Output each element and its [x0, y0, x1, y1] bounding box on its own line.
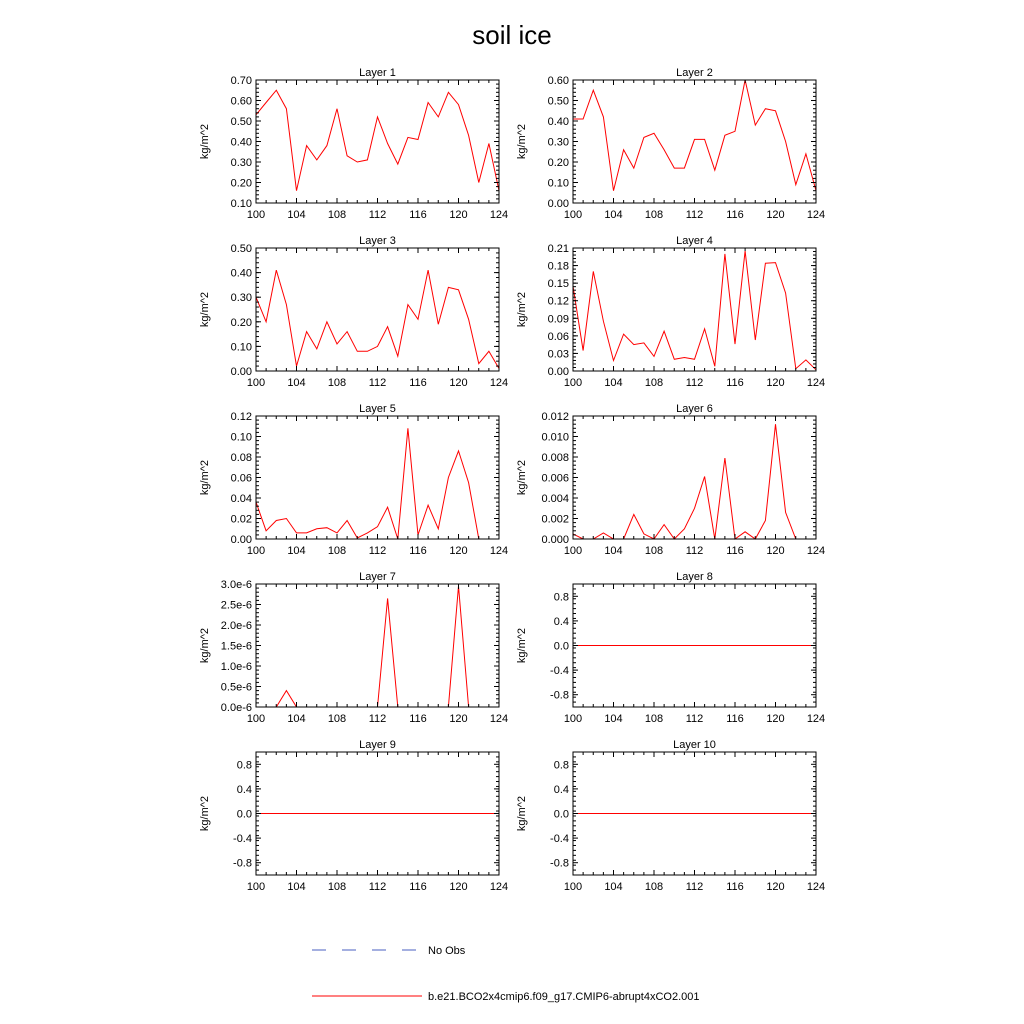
x-tick-label-layer-7: 116 [409, 713, 427, 725]
x-tick-label-layer-6: 108 [644, 545, 664, 557]
y-tick-label-layer-7: 0.5e-6 [220, 681, 252, 694]
x-tick-label-layer-6: 104 [604, 545, 623, 557]
series-line-layer-5 [256, 428, 499, 539]
y-tick-label-layer-5: 0.08 [230, 452, 252, 464]
y-tick-label-layer-7: 1.5e-6 [220, 640, 252, 653]
x-tick-label-layer-10: 120 [766, 881, 785, 893]
panel-layer-7 [199, 571, 508, 725]
y-tick-label-layer-4: 0.09 [547, 313, 569, 326]
y-tick-label-layer-9: 0.4 [236, 783, 252, 796]
x-tick-label-layer-9: 116 [409, 881, 427, 893]
x-tick-label-layer-3: 104 [287, 377, 306, 389]
y-tick-label-layer-10: 0.0 [553, 808, 569, 821]
x-tick-label-layer-3: 112 [368, 377, 387, 389]
x-tick-label-layer-8: 104 [604, 713, 623, 725]
x-tick-label-layer-8: 108 [644, 713, 664, 725]
y-tick-label-layer-8: -0.4 [550, 665, 569, 678]
y-tick-label-layer-9: 0.0 [236, 808, 252, 821]
y-tick-label-layer-1: 0.40 [230, 136, 252, 149]
x-tick-label-layer-2: 112 [685, 209, 704, 221]
y-tick-label-layer-7: 0.0e-6 [220, 702, 252, 714]
x-tick-label-layer-2: 120 [766, 209, 785, 221]
y-tick-label-layer-10: -0.4 [550, 833, 569, 846]
y-tick-label-layer-5: 0.00 [230, 534, 252, 546]
x-tick-label-layer-1: 116 [409, 209, 427, 221]
y-tick-label-layer-1: 0.20 [230, 177, 252, 190]
y-tick-label-layer-1: 0.10 [230, 198, 252, 210]
panel-layer-3 [199, 235, 508, 389]
x-tick-label-layer-10: 104 [604, 881, 623, 893]
panel-title-layer-5: Layer 5 [359, 403, 396, 415]
panel-title-layer-3: Layer 3 [359, 235, 396, 247]
y-tick-label-layer-10: 0.4 [553, 783, 569, 796]
y-tick-label-layer-6: 0.002 [541, 513, 569, 526]
x-tick-label-layer-10: 100 [563, 881, 583, 893]
series-line-layer-2 [573, 80, 816, 191]
y-tick-label-layer-4: 0.21 [547, 243, 569, 255]
x-tick-label-layer-2: 100 [563, 209, 583, 221]
x-tick-label-layer-6: 116 [726, 545, 744, 557]
legend [312, 945, 700, 1003]
x-tick-label-layer-9: 108 [327, 881, 347, 893]
y-axis-label-layer-6: kg/m^2 [516, 459, 528, 496]
x-tick-label-layer-3: 100 [246, 377, 266, 389]
y-tick-label-layer-2: 0.00 [547, 198, 569, 210]
y-tick-label-layer-3: 0.20 [230, 316, 252, 329]
series-line-layer-3 [256, 270, 499, 368]
x-tick-label-layer-6: 124 [806, 545, 826, 557]
x-tick-label-layer-2: 104 [604, 209, 623, 221]
x-tick-label-layer-3: 124 [489, 377, 509, 389]
y-tick-label-layer-9: 0.8 [236, 759, 252, 772]
x-tick-label-layer-7: 104 [287, 713, 306, 725]
y-tick-label-layer-3: 0.00 [230, 366, 252, 378]
x-tick-label-layer-4: 116 [726, 377, 744, 389]
y-tick-label-layer-4: 0.15 [547, 278, 569, 291]
y-tick-label-layer-4: 0.03 [547, 348, 569, 361]
panel-title-layer-1: Layer 1 [359, 67, 396, 79]
y-axis-label-layer-3: kg/m^2 [199, 291, 211, 328]
x-tick-label-layer-5: 112 [368, 545, 387, 557]
x-tick-label-layer-8: 100 [563, 713, 583, 725]
y-tick-label-layer-6: 0.004 [541, 493, 569, 505]
panel-layer-10 [516, 739, 825, 893]
x-tick-label-layer-10: 108 [644, 881, 664, 893]
x-tick-label-layer-4: 100 [563, 377, 583, 389]
y-tick-label-layer-4: 0.00 [547, 366, 569, 378]
panel-title-layer-7: Layer 7 [359, 571, 396, 583]
x-tick-label-layer-3: 120 [449, 377, 468, 389]
y-axis-label-layer-8: kg/m^2 [516, 627, 528, 664]
y-tick-label-layer-10: 0.8 [553, 759, 569, 772]
panel-layer-2 [516, 67, 825, 221]
y-tick-label-layer-4: 0.12 [547, 295, 569, 308]
panel-layer-6 [516, 403, 825, 557]
x-tick-label-layer-4: 112 [685, 377, 704, 389]
y-tick-label-layer-7: 2.5e-6 [220, 599, 252, 612]
y-tick-label-layer-2: 0.20 [547, 157, 569, 169]
y-tick-label-layer-5: 0.02 [230, 513, 252, 526]
y-tick-label-layer-7: 3.0e-6 [220, 579, 252, 591]
y-tick-label-layer-2: 0.40 [547, 116, 569, 128]
x-tick-label-layer-6: 100 [563, 545, 583, 557]
x-tick-label-layer-9: 124 [489, 881, 509, 893]
x-tick-label-layer-5: 124 [489, 545, 509, 557]
panel-layer-5 [199, 403, 508, 557]
x-tick-label-layer-1: 100 [246, 209, 266, 221]
y-tick-label-layer-4: 0.06 [547, 330, 569, 343]
panel-layer-4 [516, 235, 825, 389]
legend-label-model: b.e21.BCO2x4cmip6.f09_g17.CMIP6-abrupt4xCO2.001 [428, 991, 700, 1003]
x-tick-label-layer-1: 120 [449, 209, 468, 221]
x-tick-label-layer-10: 116 [726, 881, 744, 893]
x-tick-label-layer-8: 120 [766, 713, 785, 725]
x-tick-label-layer-1: 124 [489, 209, 509, 221]
y-tick-label-layer-6: 0.008 [541, 452, 569, 464]
y-tick-label-layer-3: 0.40 [230, 267, 252, 280]
x-tick-label-layer-6: 112 [685, 545, 704, 557]
y-axis-label-layer-7: kg/m^2 [199, 627, 211, 664]
x-tick-label-layer-10: 112 [685, 881, 704, 893]
y-tick-label-layer-1: 0.50 [230, 116, 252, 128]
x-tick-label-layer-5: 100 [246, 545, 266, 557]
x-tick-label-layer-9: 112 [368, 881, 387, 893]
x-tick-label-layer-10: 124 [806, 881, 826, 893]
x-tick-label-layer-4: 124 [806, 377, 826, 389]
x-tick-label-layer-2: 108 [644, 209, 664, 221]
y-tick-label-layer-10: -0.8 [550, 857, 569, 870]
x-tick-label-layer-2: 124 [806, 209, 826, 221]
series-line-layer-1 [256, 90, 499, 191]
x-tick-label-layer-7: 124 [489, 713, 509, 725]
y-axis-label-layer-2: kg/m^2 [516, 123, 528, 160]
x-tick-label-layer-3: 116 [409, 377, 427, 389]
series-line-layer-6 [573, 424, 816, 539]
y-tick-label-layer-6: 0.006 [541, 472, 569, 485]
x-tick-label-layer-5: 104 [287, 545, 306, 557]
x-tick-label-layer-8: 116 [726, 713, 744, 725]
y-tick-label-layer-6: 0.000 [541, 534, 569, 546]
plot-frame-layer-4 [573, 248, 816, 371]
y-tick-label-layer-8: 0.8 [553, 591, 569, 604]
y-tick-label-layer-4: 0.18 [547, 260, 569, 273]
panel-title-layer-9: Layer 9 [359, 739, 396, 751]
plot-frame-layer-7 [256, 584, 499, 707]
series-line-layer-4 [573, 251, 816, 370]
y-axis-label-layer-1: kg/m^2 [199, 123, 211, 160]
x-tick-label-layer-9: 120 [449, 881, 468, 893]
panel-title-layer-8: Layer 8 [676, 571, 713, 583]
x-tick-label-layer-8: 112 [685, 713, 704, 725]
panel-layer-8 [516, 571, 825, 725]
x-tick-label-layer-2: 116 [726, 209, 744, 221]
x-tick-label-layer-9: 104 [287, 881, 306, 893]
x-tick-label-layer-7: 100 [246, 713, 266, 725]
x-tick-label-layer-6: 120 [766, 545, 785, 557]
panel-layer-1 [199, 67, 508, 221]
series-line-layer-7 [256, 586, 499, 707]
plot-frame-layer-6 [573, 416, 816, 539]
plot-frame-layer-3 [256, 248, 499, 371]
panel-title-layer-4: Layer 4 [676, 235, 713, 247]
figure-title: soil ice [472, 20, 552, 50]
y-tick-label-layer-5: 0.06 [230, 472, 252, 485]
y-tick-label-layer-2: 0.50 [547, 95, 569, 108]
plot-frame-layer-5 [256, 416, 499, 539]
y-tick-label-layer-5: 0.04 [230, 493, 252, 505]
x-tick-label-layer-4: 108 [644, 377, 664, 389]
x-tick-label-layer-7: 120 [449, 713, 468, 725]
panel-title-layer-10: Layer 10 [673, 739, 716, 751]
y-axis-label-layer-9: kg/m^2 [199, 795, 211, 832]
y-tick-label-layer-7: 2.0e-6 [220, 620, 252, 632]
y-tick-label-layer-1: 0.60 [230, 95, 252, 108]
panel-layer-9 [199, 739, 508, 893]
y-tick-label-layer-1: 0.70 [230, 75, 252, 87]
y-tick-label-layer-3: 0.30 [230, 292, 252, 305]
x-tick-label-layer-7: 112 [368, 713, 387, 725]
x-tick-label-layer-3: 108 [327, 377, 347, 389]
y-tick-label-layer-3: 0.10 [230, 341, 252, 354]
x-tick-label-layer-7: 108 [327, 713, 347, 725]
panel-title-layer-2: Layer 2 [676, 67, 713, 79]
x-tick-label-layer-1: 108 [327, 209, 347, 221]
y-tick-label-layer-9: -0.8 [233, 857, 252, 870]
y-tick-label-layer-9: -0.4 [233, 833, 252, 846]
y-tick-label-layer-2: 0.60 [547, 75, 569, 87]
legend-label-no-obs: No Obs [428, 945, 466, 957]
x-tick-label-layer-4: 104 [604, 377, 623, 389]
y-axis-label-layer-5: kg/m^2 [199, 459, 211, 496]
panel-title-layer-6: Layer 6 [676, 403, 713, 415]
y-tick-label-layer-8: -0.8 [550, 689, 569, 702]
y-tick-label-layer-2: 0.10 [547, 177, 569, 190]
y-tick-label-layer-3: 0.50 [230, 243, 252, 255]
x-tick-label-layer-9: 100 [246, 881, 266, 893]
y-tick-label-layer-1: 0.30 [230, 157, 252, 169]
y-tick-label-layer-5: 0.12 [230, 411, 252, 423]
x-tick-label-layer-1: 104 [287, 209, 306, 221]
y-tick-label-layer-5: 0.10 [230, 431, 252, 444]
x-tick-label-layer-5: 116 [409, 545, 427, 557]
plot-frame-layer-1 [256, 80, 499, 203]
y-tick-label-layer-8: 0.4 [553, 615, 569, 628]
y-tick-label-layer-8: 0.0 [553, 640, 569, 653]
x-tick-label-layer-5: 108 [327, 545, 347, 557]
x-tick-label-layer-5: 120 [449, 545, 468, 557]
y-axis-label-layer-4: kg/m^2 [516, 291, 528, 328]
x-tick-label-layer-4: 120 [766, 377, 785, 389]
y-tick-label-layer-7: 1.0e-6 [220, 661, 252, 673]
y-tick-label-layer-6: 0.010 [541, 431, 569, 444]
y-tick-label-layer-2: 0.30 [547, 136, 569, 149]
x-tick-label-layer-1: 112 [368, 209, 387, 221]
y-tick-label-layer-6: 0.012 [541, 411, 569, 423]
plot-frame-layer-2 [573, 80, 816, 203]
y-axis-label-layer-10: kg/m^2 [516, 795, 528, 832]
panels [199, 67, 825, 893]
x-tick-label-layer-8: 124 [806, 713, 826, 725]
